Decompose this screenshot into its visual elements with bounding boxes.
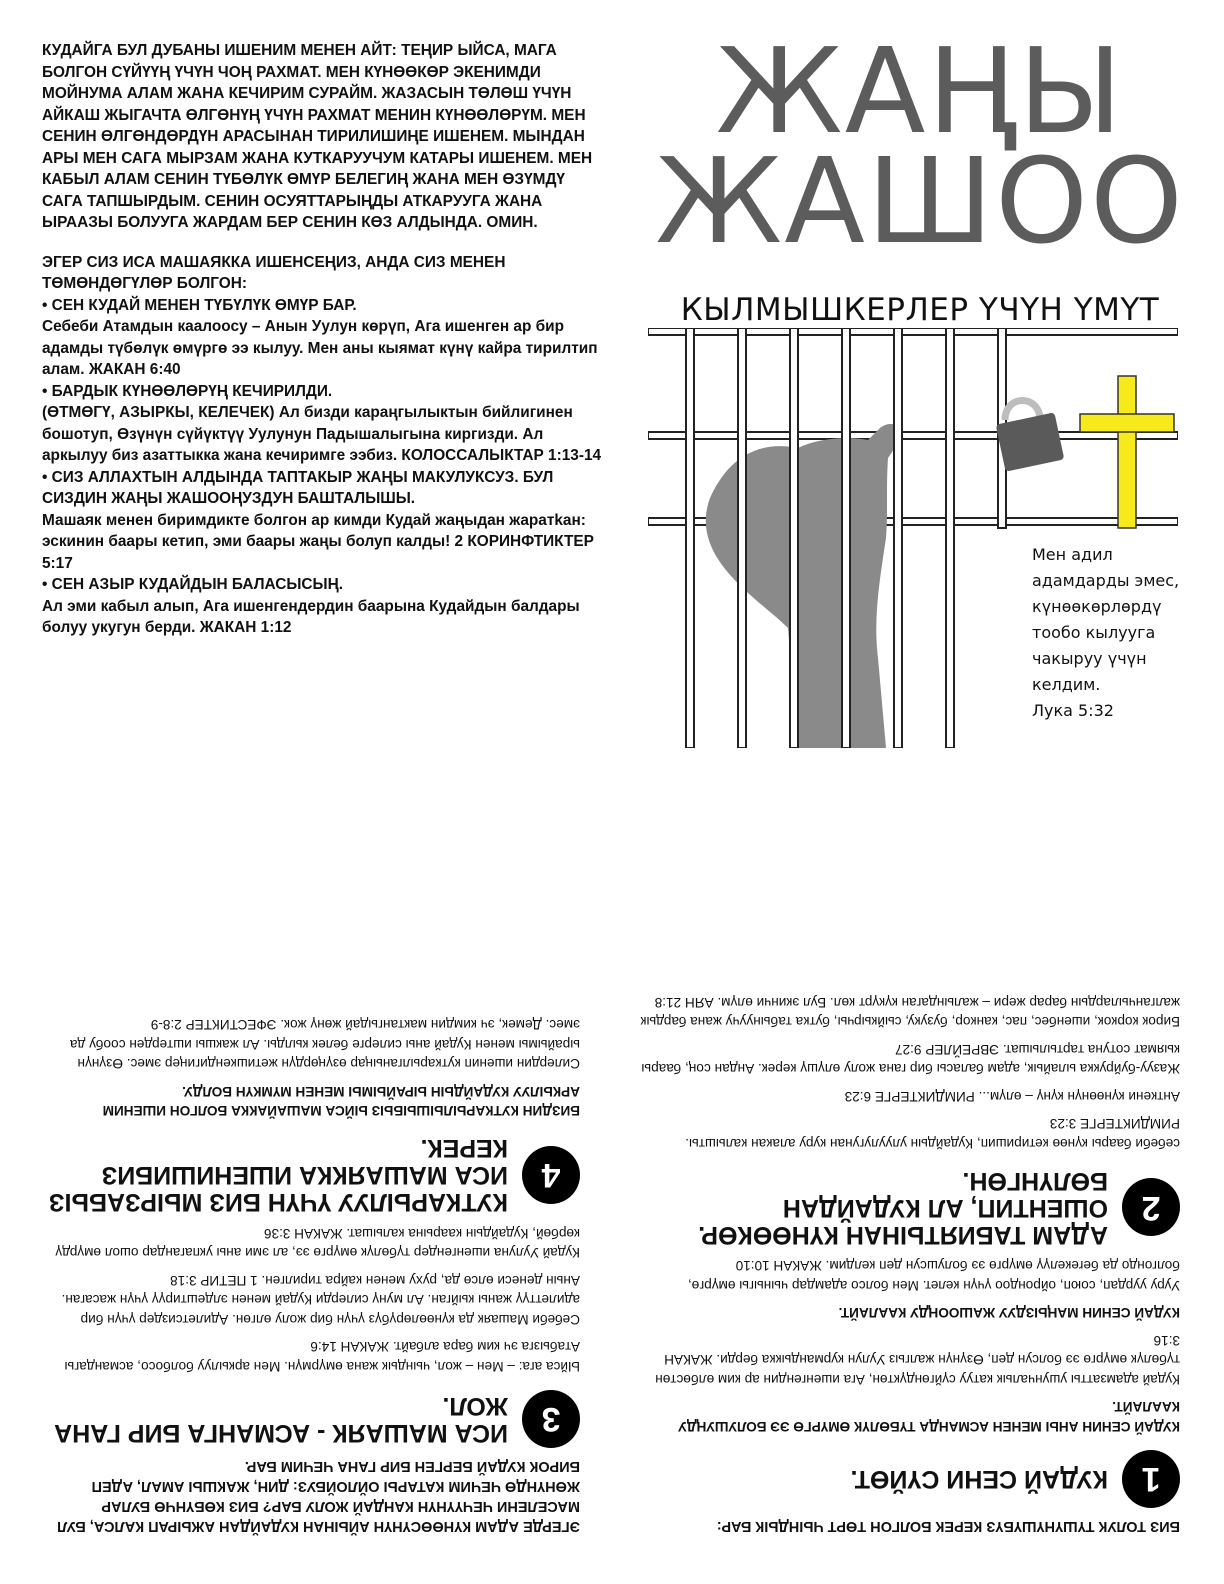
section-4-number: 4: [522, 1146, 580, 1204]
section-3-title: ИСА МАШАЯК - АСМАНГА БИР ГАНА ЖОЛ.: [54, 1392, 508, 1447]
verse-text: Мен адил адамдарды эмес, күнөөкөрлөрдү тообо кылууга чакыруу үчүн келдим.: [1032, 545, 1180, 694]
section-3-verse-2: Себеби Машаяк да күнөөлөрүбүз үчүн бир жолу өлгөн. Адилетсиздер үчүн бир адилеттүү жаны кыйган. Ал мунү силерди Кудай менен элдештирүү үчүн жасаган. Анын денеси өлсө да, руху менен кайра тирилген. 1 ПЕТИР 3:18: [61, 1273, 580, 1327]
cross-icon: [1080, 376, 1174, 528]
section-4-header: [40, 1135, 580, 1216]
section-3-verse-3: Кудай Уулуна ишенгендер түбөлүк өмүргө ээ, ал эми аны укпагандар ошол өмүрдү көрбөй, Кудайдын каарына калышат. ЖАКАН 3:36: [55, 1226, 580, 1261]
rail-top: [648, 328, 1178, 335]
section-1-lead-2: КУДАЙ СЕНИН МАҢЫЗДУУ ЖАШООҢДУ КААЛАЙТ.: [838, 1305, 1180, 1321]
section-2-title: АДАМ ТАБИЯТЫНАН КҮНӨӨКӨР. ОШЕНТИП, АЛ КУДАЙДАН БӨЛҮНГӨН.: [698, 1167, 1108, 1249]
truths-panel-3-4: [40, 836, 580, 1536]
verse-reference: Лука 5:32: [1032, 701, 1114, 720]
section-3-header: [40, 1390, 580, 1448]
cover-panel: [640, 22, 1200, 762]
padlock-icon: [996, 401, 1065, 472]
section-4-lead: БИЗДИН КУТКАРЫЛЫШЫБЫЗ ЫЙСА МАШАЙАККА БОЛГОН ИШЕНИМ АРКЫЛУУ КУДАЙДЫН ЫРАЙЫМЫ МЕНЕН МҮМКҮН БОЛДУ.: [102, 1084, 580, 1119]
section-3-intro: ЭГЕРДЕ АДАМ КҮНӨӨСҮНҮН АЙЫНАН КУДАЙДАН АЖЫРАП КАЛСА, БУЛ МАСЕЛЕНИ ЧЕЧҮҮНҮН КАНДАЙ ЖОЛУ БАР? БИЗ КӨБҮНЧӨ БУЛАР ЖӨНҮНДӨ ЧЕЧИМ КАТАРЫ ОЙЛОЙБУЗ: ДИН, ЖАКШЫ АМАЛ, АДЕП БИРОК КУДАЙ БЕРГЕН БИР ГАНА ЧЕЧИМ БАР.: [57, 1458, 580, 1534]
section-2-verse-1: себеби баары күнөө кетиришип, Кудайдын улуулугунан куру алакан калышты. РИМДИКТЕРГЕ 3:23: [685, 1116, 1180, 1151]
section-1-lead: КУДАЙ СЕНИН АНЫ МЕНЕН АСМАНДА ТҮБӨЛҮК ӨМҮРГӨ ЭЭ БОЛУШУҢДУ КААЛАЙТ.: [678, 1399, 1180, 1434]
benefit-head: • БАРДЫК КҮНӨӨЛӨРҮҢ КЕЧИРИЛДИ.: [42, 382, 333, 400]
section-1-header: [640, 1450, 1180, 1508]
rail-middle: [648, 432, 1178, 439]
prayer-panel: [42, 40, 602, 639]
cover-title-line1: ЖАҢЫ: [715, 22, 1125, 160]
section-1-number: 1: [1122, 1450, 1180, 1508]
benefit-head: • СЕН КУДАЙ МЕНЕН ТҮБҮЛҮК ӨМҮР БАР.: [42, 296, 357, 314]
benefit-item: [42, 467, 602, 575]
benefit-item: [42, 295, 602, 381]
benefit-ref: 2 КОРИНФТИКТЕР 5:17: [42, 533, 594, 572]
section-2-verse-4: Бирок коркок, ишенбес, пас, канкор, бузуку, сыйкырчы, бутка табынуучу жана бардык жалганчылардын барар жери – жалындаган күкүрт көл. Бул экинчи өлүм. АЯН 21:8: [640, 995, 1180, 1030]
prisoner-silhouette: [706, 424, 901, 748]
section-1-title: КУДАЙ СЕНИ СҮЙӨТ.: [850, 1465, 1108, 1494]
prayer-text: КУДАЙГА БУЛ ДУБАНЫ ИШЕНИМ МЕНЕН АЙТ: ТЕҢИР ЫЙСА, МАГА БОЛГОН СҮЙҮҮҢ ҮЧҮН ЧОҢ РАХМАТ. МЕН КҮНӨӨКӨР ЭКЕНИМДИ МОЙНУМА АЛАМ ЖАНА КЕЧИРИМ СУРАЙМ. ЖАЗАСЫН ТӨЛӨШ ҮЧҮН АЙКАШ ЖЫГАЧТА ӨЛГӨНҮҢ ҮЧҮН РАХМАТ МЕНИН КҮНӨӨЛӨРҮМ. МЕН СЕНИН ӨЛГӨНДӨРДҮН АРАСЫНАН ТИРИЛИШИҢЕ ИШЕНЕМ. МЫНДАН АРЫ МЕН САГА МЫРЗАМ ЖАНА КУТКАРУУЧУМ КАТАРЫ ИШЕНЕМ. МЕН КАБЫЛ АЛАМ СЕНИН ТҮБӨЛҮК ӨМҮР БЕЛЕГИҢ ЖАНА МЕН ӨЗҮМДҮ САГА ТАПШЫРДЫМ. СЕНИН ОСУЯТТАРЫҢДЫ АТКАРУУГА ЖАНА ЫРААЗЫ БОЛУУГА ЖАРДАМ БЕР СЕНИН КӨЗ АЛДЫНДА. ОМИН.: [42, 42, 593, 231]
section-1-verse-2: Ууру уурдап, союп, ойрондоо үчүн келет. Мен болсо адамдар чыныгы өмүргө, болгондо да бerекелүү өмүргө ээ болушсун деп келдим. ЖАКАН 10:10: [687, 1258, 1180, 1293]
truths-intro: БИЗ ТОЛУК ТҮШҮНҮШҮБҮЗ КЕРЕК БОЛГОН ТӨРТ ЧЫНДЫК БАР:: [716, 1518, 1180, 1534]
section-2-verse-3: Жазуу-буйрукка ылайык, адам баласы бир гана жолу өлүшү керек. Андан соң, баары кыямат сотуна тартылышат. ЭВРЕЙЛЕР 9:27: [641, 1042, 1180, 1077]
truths-panel-1-2: [640, 836, 1180, 1536]
section-3-number: 3: [522, 1390, 580, 1448]
section-1-verse: Кудай адамзатты ушунчалык катуу сүйгөндүктөн, Ага ишенгендин ар ким өлбөстөн түбөлүк өмүргө ээ болсун деп, Өзүнүн жалгыз Уулун курмандыкка берди. ЖАКАН 3:16: [655, 1333, 1180, 1387]
benefit-item: [42, 574, 602, 639]
benefit-ref: ЖАКАН 6:40: [88, 361, 181, 378]
benefits-block: [42, 252, 602, 639]
benefit-body: (ӨТМӨГҮ, АЗЫРКЫ, КЕЛЕЧЕК) Ал бизди караңгылыктын бийлигинен бошотуп, Өзүнүн сүйүктүү Уулунун Падышалыгына киргизди. Ал аркылуу биз азаттыкка жана кечиримге ээбиз.: [42, 404, 573, 464]
benefit-ref: ЖАКАН 1:12: [199, 619, 292, 636]
section-2-verse-2: Анткени күнөөнүн күнү – өлүм... РИМДИКТЕРГЕ 6:23: [844, 1089, 1180, 1104]
cover-title-line2: ЖАШОО: [655, 132, 1185, 270]
section-3-verse-1: Ыйса ага: – Мен – жол, чындык жана өмүрмүн. Мен аркылуу болбосо, асмандагы Атабызга эч ким бара албайт. ЖАКАН 14:6: [64, 1339, 580, 1374]
section-4-title: КУТКАРЫЛУУ ҮЧҮН БИЗ МЫРЗАБЫЗ ИСА МАШАЯККА ИШЕНИШИБИЗ КЕРЕК.: [48, 1134, 508, 1217]
benefit-head: • СИЗ АЛЛАХТЫН АЛДЫНДА ТАПТАКЫР ЖАҢЫ МАКУЛУКСУЗ. БУЛ СИЗДИН ЖАҢЫ ЖАШООҢУЗДУН БАШТАЛЫШЫ.: [42, 468, 554, 507]
section-2-number: 2: [1122, 1179, 1180, 1237]
benefit-item: [42, 381, 602, 467]
cover-subtitle: КЫЛМЫШКЕРЛЕР ҮЧҮН ҮМҮТ: [680, 292, 1160, 328]
section-4-verse: Силердин ишенип куткарылганыңар өзүңөрдүн жетишкендигиңер эмес. Өзүнүн ырайымы менен Кудай аны силерге белек кылды. Ал жакшы иштерден сообу да эмес. Демек, эч кимдин мактангыдай жөнү жок. ЭФЕСТИКТЕР 2:8-9: [69, 1017, 580, 1072]
section-2-header: [640, 1167, 1180, 1248]
benefit-body: Себеби Атамдын каалоосу – Анын Уулун көрүп, Ага ишенген ар бир адамды түбөлүк өмүргө ээ кылуу. Мен аны кыямат күнү кайра тирилтип алам.: [42, 318, 598, 378]
benefit-body: Ал эми кабыл алып, Ага ишенгендердин баарына Кудайдын балдары болуу укугун берди.: [42, 597, 580, 636]
benefit-body: Машаяк менен биримдикте болгон ар кимди Кудай жаңыдан жаратkан: эскинин баары кетип, эми баары жаңы болуп калды!: [42, 511, 586, 550]
benefit-head: • СЕН АЗЫР КУДАЙДЫН БАЛАСЫСЫҢ.: [42, 576, 343, 593]
cover-verse: [1032, 542, 1182, 724]
benefit-ref: КОЛОССАЛЫКТАР 1:13-14: [401, 447, 602, 464]
benefits-intro: ЭГЕР СИЗ ИСА МАШАЯККА ИШЕНСЕҢИЗ, АНДА СИЗ МЕНЕН ТӨМӨНДӨГҮЛӨР БОЛГОН:: [42, 253, 506, 292]
cover-title: [640, 22, 1200, 270]
